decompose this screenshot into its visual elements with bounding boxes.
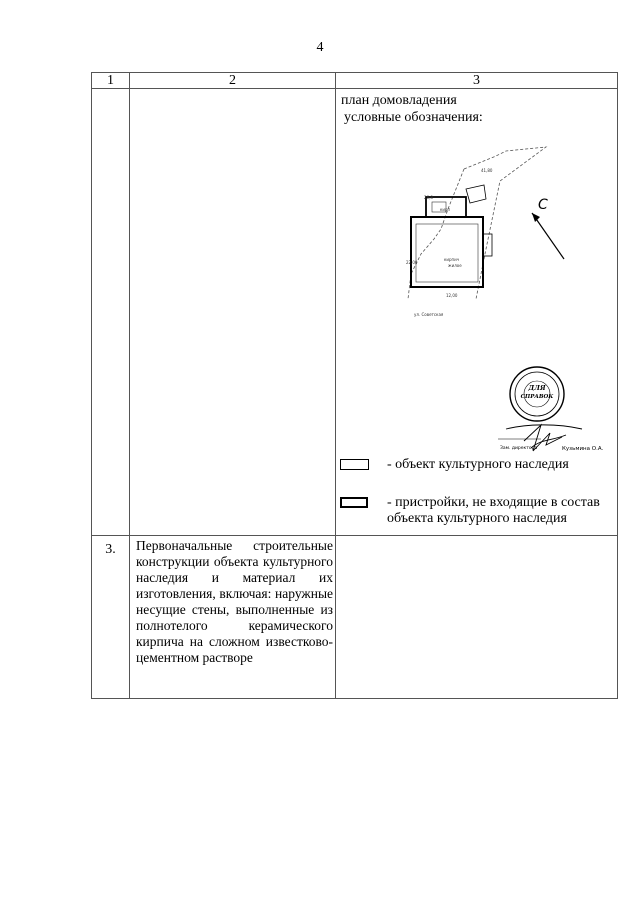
table-row xyxy=(92,89,618,536)
svg-text:12,00: 12,00 xyxy=(446,293,458,298)
table-header-row xyxy=(92,73,618,89)
lot-boundary xyxy=(408,147,546,299)
svg-text:жилое: жилое xyxy=(448,263,462,268)
row2-col3 xyxy=(336,536,618,699)
svg-text:41,80: 41,80 xyxy=(481,168,493,173)
heritage-building xyxy=(411,217,483,287)
legend-thin-box-icon xyxy=(340,459,369,470)
header-col-3: 3 xyxy=(336,73,618,89)
header-col-2: 2 xyxy=(130,73,336,89)
legend-thick-box-icon xyxy=(340,497,368,508)
row1-col1 xyxy=(92,89,130,536)
north-arrow-icon xyxy=(532,197,564,259)
page-number: 4 xyxy=(316,40,324,55)
svg-text:26,8: 26,8 xyxy=(424,195,433,200)
street-label: ул. Советская xyxy=(414,312,444,317)
row2-description: Первоначальные строительные конструкции объекта культурного наследия и материал их изготовления, включая: наружные несущие стены, выполненные из полнотелого керамического кирпича на сложном известково-цементном растворе xyxy=(130,536,336,699)
plan-title: план домовладения xyxy=(341,93,457,108)
svg-text:кирп: кирп xyxy=(440,207,451,212)
row1-col2 xyxy=(130,89,336,536)
row2-number: 3. xyxy=(92,536,130,699)
table-row xyxy=(92,536,618,699)
svg-text:СПРАВОК: СПРАВОК xyxy=(520,394,554,400)
stamp-seal xyxy=(510,367,564,421)
north-label: С xyxy=(538,197,548,213)
svg-text:ДЛЯ: ДЛЯ xyxy=(528,384,546,392)
svg-text:кирпич: кирпич xyxy=(444,257,460,262)
document-table xyxy=(91,72,618,699)
svg-text:22,00: 22,00 xyxy=(406,260,418,265)
svg-text:Зам. директора: Зам. директора xyxy=(500,446,538,451)
header-col-1: 1 xyxy=(92,73,130,89)
legend-title: условные обозначения: xyxy=(344,110,483,125)
svg-text:Кузьмина О.А.: Кузьмина О.А. xyxy=(562,446,604,452)
row1-col3: план домовладения условные обозначения: кирпич жилое кирп 41,80 26,8 22,00 12,00 ул. Советская С ДЛЯ СПРАВОК Зам. директора Кузьмина О.А. - объект культурного наследия - пристройки, не входящие в состав объекта культурного наследия xyxy=(336,89,618,536)
